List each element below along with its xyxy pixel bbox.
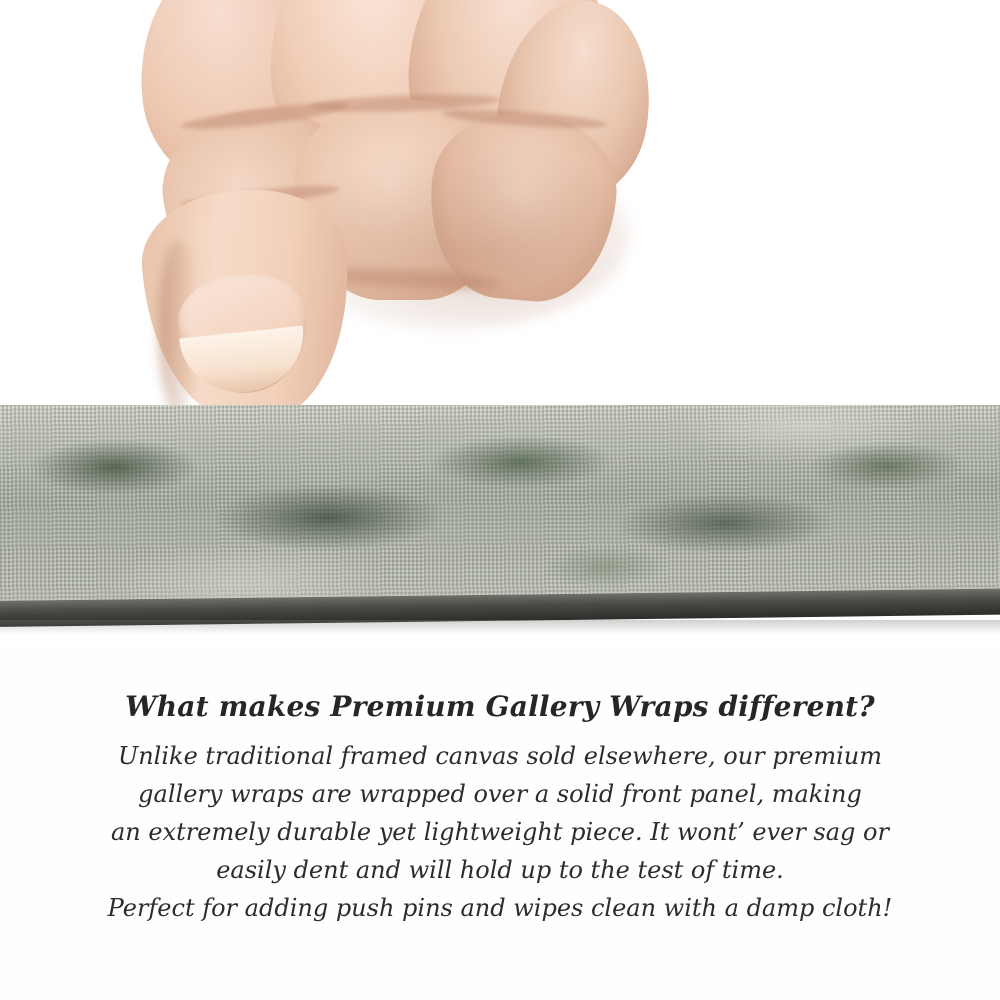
caption-line: Perfect for adding push pins and wipes clean with a damp cloth! [107, 894, 893, 922]
caption-headline: What makes Premium Gallery Wraps different? [125, 690, 875, 723]
caption-block [0, 690, 1000, 927]
caption-line: gallery wraps are wrapped over a solid front panel, making [138, 780, 862, 808]
canvas-drop-shadow [0, 620, 1000, 634]
caption-line: an extremely durable yet lightweight piece. It wont’ ever sag or [111, 818, 889, 846]
canvas-wrap-edge [0, 405, 1000, 630]
canvas-printed-surface [0, 405, 1000, 617]
hand-graphic [120, 0, 590, 420]
caption-line: Unlike traditional framed canvas sold elsewhere, our premium [117, 742, 882, 770]
caption-line: easily dent and will hold up to the test of time. [216, 856, 784, 884]
